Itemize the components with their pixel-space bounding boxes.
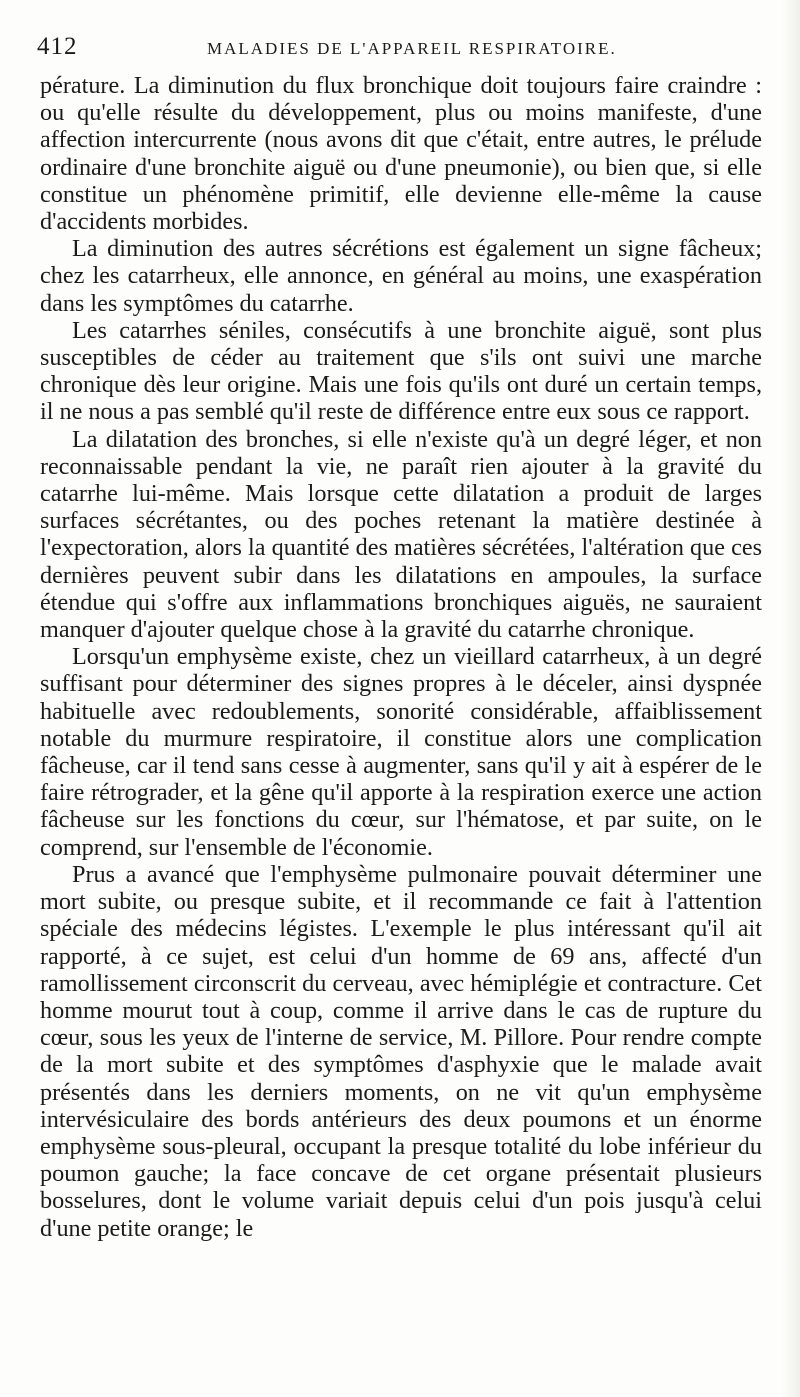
paragraph-2: La diminution des autres sécrétions est également un signe fâcheux; chez les catarrheux, elle annonce, en général au moins, une exaspération dans les symptômes du catarrhe.: [40, 235, 762, 317]
page-header: [37, 33, 780, 65]
paragraph-4: La dilatation des bronches, si elle n'existe qu'à un degré léger, et non reconnaissable pendant la vie, ne paraît rien ajouter à la gravité du catarrhe lui-même. Mais lorsque cette dilatation a produit de larges surfaces sécrétantes, ou des poches retenant la matière destinée à l'expectoration, alors la quantité des matières sécrétées, l'altération que ces dernières peuvent subir dans les dilatations en ampoules, la surface étendue qui s'offre aux inflammations bronchiques aiguës, ne sauraient manquer d'ajouter quelque chose à la gravité du catarrhe chronique.: [40, 425, 762, 644]
running-head: MALADIES DE L'APPAREIL RESPIRATOIRE.: [207, 39, 617, 58]
paragraph-1: pérature. La diminution du flux bronchique doit toujours faire craindre : ou qu'elle résulte du développement, plus ou moins manifeste, d'une affection intercurrente (nous avons dit que c'était, entre autres, le prélude ordinaire d'une bronchite aiguë ou d'une pneumonie), ou bien que, si elle constitue un phénomène primitif, elle devienne elle-même la cause d'accidents morbides.: [40, 72, 762, 236]
page-number: 412: [37, 33, 78, 60]
paragraph-5: Lorsqu'un emphysème existe, chez un vieillard catarrheux, à un degré suffisant pour déterminer des signes propres à le déceler, ainsi dyspnée habituelle avec redoublements, sonorité considérable, affaiblissement notable du murmure respiratoire, il constitue alors une complication fâcheuse, car il tend sans cesse à augmenter, sans qu'il y ait à espérer de le faire rétrograder, et la gêne qu'il apporte à la respiration exerce une action fâcheuse sur les fonctions du cœur, sur l'hématose, et par suite, on le comprend, sur l'ensemble de l'économie.: [40, 643, 762, 861]
paragraph-6: Prus a avancé que l'emphysème pulmonaire pouvait déterminer une mort subite, ou presque subite, et il recommande ce fait à l'attention spéciale des médecins légistes. L'exemple le plus intéressant qu'il ait rapporté, à ce sujet, est celui d'un homme de 69 ans, affecté d'un ramollissement circonscrit du cerveau, avec hémiplégie et contracture. Cet homme mourut tout à coup, comme il arrive dans le cas de rupture du cœur, sous les yeux de l'interne de service, M. Pillore. Pour rendre compte de la mort subite et des symptômes d'asphyxie que le malade avait présentés dans les derniers moments, on ne vit qu'un emphysème intervésiculaire des bords antérieurs des deux poumons et un énorme emphysème sous-pleural, occupant la presque totalité du lobe inférieur du poumon gauche; la face concave de cet organe présentait plusieurs bosselures, dont le volume variait depuis celui d'un pois jusqu'à celui d'une petite orange; le: [40, 860, 762, 1242]
body-text: [40, 72, 762, 1242]
paragraph-3: Les catarrhes séniles, consécutifs à une bronchite aiguë, sont plus susceptibles de céder au traitement que s'ils ont suivi une marche chronique dès leur origine. Mais une fois qu'ils ont duré un certain temps, il ne nous a pas semblé qu'il reste de différence entre eux sous ce rapport.: [40, 316, 762, 426]
page-edge-shadow: [782, 0, 800, 1397]
